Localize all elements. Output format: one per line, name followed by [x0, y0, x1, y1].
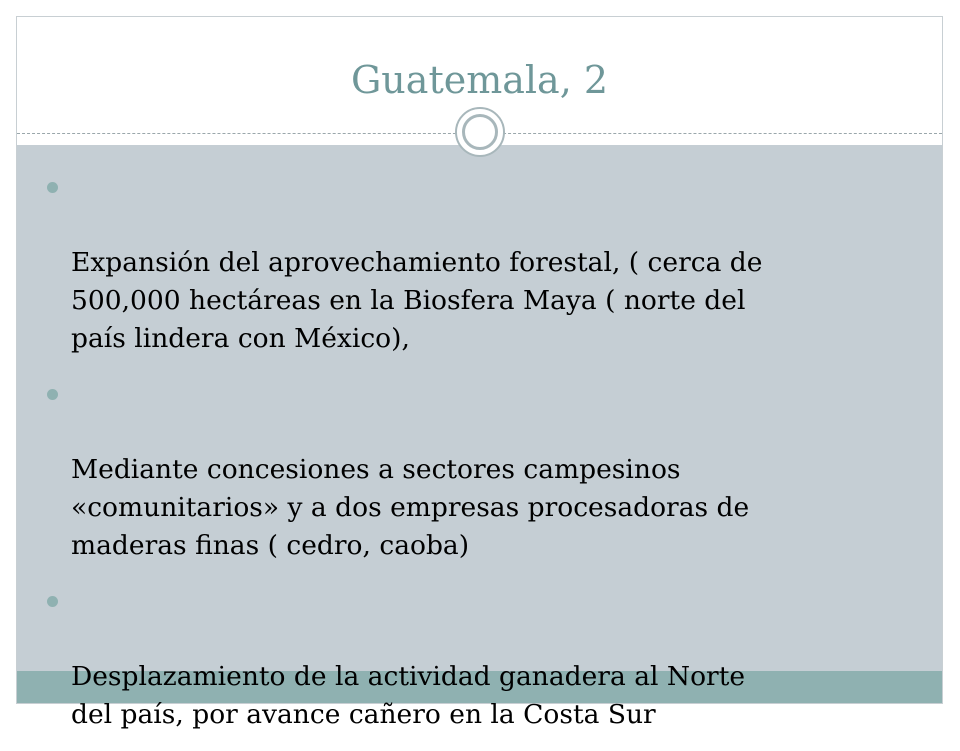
bullet-icon	[47, 596, 58, 607]
bullet-text: Desplazamiento de la actividad ganadera al Norte del país, por avance cañero en la Costa Sur	[71, 661, 746, 730]
bullet-icon	[47, 389, 58, 400]
list-item	[46, 375, 896, 565]
list-item	[46, 168, 896, 358]
bullet-text: Expansión del aprovechamiento forestal, ( cerca de 500,000 hectáreas en la Biosfera Maya ( norte del país lindera con México),	[71, 247, 763, 354]
bullet-list	[46, 168, 896, 751]
bullet-text: Mediante concesiones a sectores campesinos «comunitarios» y a dos empresas procesadoras de maderas finas ( cedro, caoba)	[71, 454, 750, 561]
bullet-icon	[47, 182, 58, 193]
ornament-inner-circle	[462, 114, 498, 150]
list-item	[46, 582, 896, 734]
slide-title: Guatemala, 2	[350, 58, 609, 102]
